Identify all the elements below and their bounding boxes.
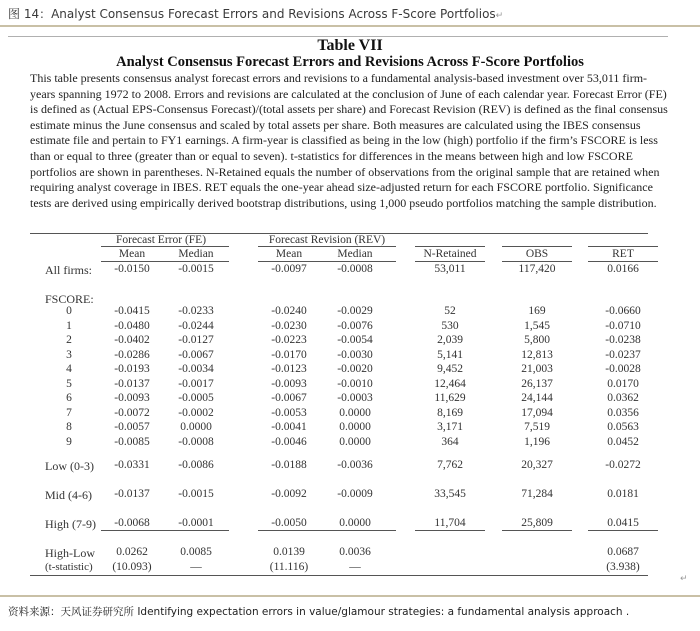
high-rule-ret xyxy=(588,530,658,531)
high-low-cell: 0.0262 xyxy=(116,546,148,558)
fscore-cell: -0.0002 xyxy=(178,406,214,419)
figure-title: 图 14：Analyst Consensus Forecast Errors and Revisions Across F-Score Portfolios↵ xyxy=(8,7,504,21)
fscore-cell: 0.0000 xyxy=(339,406,371,419)
fscore-cell: -0.0029 xyxy=(337,305,373,317)
group-cell: 33,545 xyxy=(434,488,466,500)
column-header: RET xyxy=(612,248,634,260)
fscore-cell: -0.0030 xyxy=(337,348,373,361)
fscore-cell: 0.0000 xyxy=(180,421,212,433)
fscore-cell: -0.0017 xyxy=(178,377,214,390)
all-firms-cell: -0.0150 xyxy=(114,263,150,275)
source-note: 资料来源：天风证券研究所 Identifying expectation errors in value/glamour strategies: a fundamental analysis approach . xyxy=(8,606,630,618)
group-row-label: Low (0-3) xyxy=(45,459,94,473)
fscore-cell: 5,800 xyxy=(524,334,550,346)
group-cell: -0.0050 xyxy=(271,517,307,529)
bottom-divider xyxy=(0,595,700,597)
fscore-cell: 3,171 xyxy=(437,421,463,433)
fscore-cell: -0.0054 xyxy=(337,334,373,346)
fscore-cell: -0.0123 xyxy=(271,363,307,375)
fscore-cell: -0.0067 xyxy=(271,392,307,404)
fscore-cell: 0.0362 xyxy=(607,392,639,404)
fscore-cell: -0.0223 xyxy=(271,334,307,346)
group-cell: -0.0036 xyxy=(337,459,373,471)
fscore-cell: -0.0710 xyxy=(605,319,641,332)
fscore-cell: -0.0072 xyxy=(114,406,150,419)
header-rule-obs xyxy=(502,261,572,262)
fscore-cell: -0.0230 xyxy=(271,319,307,332)
group-header-fe: Forecast Error (FE) xyxy=(115,234,207,246)
group-rule-nret xyxy=(415,246,485,247)
group-cell: 7,762 xyxy=(437,459,463,471)
table-bottom-rule xyxy=(30,575,648,576)
fscore-row-label: 6 xyxy=(66,392,72,404)
fscore-cell: -0.0127 xyxy=(178,334,214,346)
high-low-cell: 0.0085 xyxy=(180,546,212,558)
return-mark-icon: ↵ xyxy=(680,574,688,584)
header-rule-nret xyxy=(415,261,485,262)
table-number: Table VII xyxy=(317,37,383,54)
fscore-cell: -0.0238 xyxy=(605,334,641,346)
table-title: Analyst Consensus Forecast Errors and Revisions Across F-Score Portfolios xyxy=(116,54,584,70)
t-stat-cell: (10.093) xyxy=(112,561,152,573)
fscore-cell: -0.0005 xyxy=(178,392,214,404)
fscore-cell: 0.0452 xyxy=(607,435,639,448)
fscore-cell: -0.0402 xyxy=(114,334,150,346)
fscore-label: FSCORE: xyxy=(45,292,94,306)
group-cell: 0.0415 xyxy=(607,517,639,529)
fscore-cell: -0.0076 xyxy=(337,319,373,332)
all-firms-cell: 0.0166 xyxy=(607,263,639,275)
fscore-cell: -0.0415 xyxy=(114,305,150,317)
group-rule-fe xyxy=(101,246,229,247)
group-cell: -0.0009 xyxy=(337,488,373,500)
fscore-cell: 364 xyxy=(441,435,459,448)
fscore-cell: -0.0020 xyxy=(337,363,373,375)
group-cell: -0.0137 xyxy=(114,488,150,500)
group-cell: -0.0188 xyxy=(271,459,307,471)
fscore-cell: 11,629 xyxy=(434,392,466,404)
fscore-cell: 530 xyxy=(441,319,459,332)
high-low-cell: 0.0687 xyxy=(607,546,639,558)
fscore-cell: -0.0240 xyxy=(271,305,307,317)
return-mark-icon: ↵ xyxy=(495,11,504,21)
fscore-cell: -0.0003 xyxy=(337,392,373,404)
high-rule-fe xyxy=(101,530,229,531)
all-firms-cell: 53,011 xyxy=(434,263,466,275)
fscore-row-label: 3 xyxy=(66,348,72,361)
fscore-cell: 12,464 xyxy=(434,377,466,390)
fscore-cell: -0.0057 xyxy=(114,421,150,433)
group-cell: -0.0092 xyxy=(271,488,307,500)
fscore-cell: 7,519 xyxy=(524,421,550,433)
t-stat-cell: — xyxy=(349,561,361,573)
fscore-cell: 21,003 xyxy=(521,363,553,375)
group-cell: 71,284 xyxy=(521,488,553,500)
fscore-cell: -0.0085 xyxy=(114,435,150,448)
group-cell: 25,809 xyxy=(521,517,553,529)
fscore-cell: -0.0008 xyxy=(178,435,214,448)
group-row-label: Mid (4-6) xyxy=(45,488,92,502)
fscore-cell: 26,137 xyxy=(521,377,553,390)
fscore-cell: -0.0244 xyxy=(178,319,214,332)
group-cell: -0.0015 xyxy=(178,488,214,500)
all-firms-cell: -0.0008 xyxy=(337,263,373,275)
fscore-cell: -0.0137 xyxy=(114,377,150,390)
fscore-cell: -0.0034 xyxy=(178,363,214,375)
header-rule-ret xyxy=(588,261,658,262)
fscore-cell: -0.0067 xyxy=(178,348,214,361)
fscore-cell: -0.0093 xyxy=(114,392,150,404)
fscore-cell: 0.0356 xyxy=(607,406,639,419)
fscore-row-label: 7 xyxy=(66,406,72,419)
column-header: OBS xyxy=(525,248,549,260)
fscore-row-label: 1 xyxy=(66,319,72,332)
fscore-cell: -0.0237 xyxy=(605,348,641,361)
fscore-cell: 24,144 xyxy=(521,392,553,404)
group-row-label: High (7-9) xyxy=(45,517,96,531)
group-cell: -0.0068 xyxy=(114,517,150,529)
fscore-row-label: 4 xyxy=(66,363,72,375)
fscore-cell: 17,094 xyxy=(521,406,553,419)
fscore-cell: -0.0480 xyxy=(114,319,150,332)
fscore-cell: -0.0041 xyxy=(271,421,307,433)
group-cell: -0.0272 xyxy=(605,459,641,471)
group-cell: 0.0000 xyxy=(339,517,371,529)
table-caption: This table presents consensus analyst forecast errors and revisions to a fundamental analysis-based investment over 53,011 firm-years spanning 1972 to 2008. Errors and revisions are calculated at the conclusion of June of each calendar year. Forecast Error (FE) is defined as (Actual EPS-Consensus Forecast)/(total assets per share) and Forecast Revision (REV) is defined as the final consensus estimate minus the June consensus and scaled by total assets per share. Both measures are calculated using the IBES consensus estimate file and pertain to FY1 earnings. A firm-year is classified as being in the low (high) portfolio if the firm’s FSCORE is less than or equal to three (greater than or equal to seven). t-statistics for differences in the means between high and low FSCORE portfolios are shown in parentheses. N-Retained equals the number of observations from the original sample that are retained when requiring analyst coverage in IBES. RET equals the one-year ahead size-adjusted return for each FSCORE portfolio. Significance tests are derived using empirically derived bootstrap distributions, using 1,000 pseudo portfolios matching the sample distribution. xyxy=(30,71,668,210)
group-cell: 20,327 xyxy=(521,459,553,471)
fscore-cell: -0.0170 xyxy=(271,348,307,361)
fscore-row-label: 2 xyxy=(66,334,72,346)
row-label: All firms: xyxy=(45,263,92,277)
fscore-cell: 8,169 xyxy=(437,406,463,419)
high-rule-rev xyxy=(258,530,396,531)
t-stat-cell: — xyxy=(190,561,202,573)
fscore-cell: 52 xyxy=(444,305,456,317)
fscore-cell: 169 xyxy=(528,305,546,317)
fscore-cell: -0.0286 xyxy=(114,348,150,361)
group-cell: -0.0331 xyxy=(114,459,150,471)
column-header: Median xyxy=(337,248,373,260)
high-low-cell: 0.0036 xyxy=(339,546,371,558)
fscore-cell: -0.0660 xyxy=(605,305,641,317)
fscore-row-label: 0 xyxy=(66,305,72,317)
group-cell: 11,704 xyxy=(434,517,466,529)
fscore-cell: 9,452 xyxy=(437,363,463,375)
fscore-cell: -0.0093 xyxy=(271,377,307,390)
fscore-cell: 1,196 xyxy=(524,435,550,448)
group-cell: -0.0001 xyxy=(178,517,214,529)
fscore-cell: 0.0000 xyxy=(339,435,371,448)
top-divider xyxy=(0,25,700,27)
fscore-cell: 2,039 xyxy=(437,334,463,346)
fscore-row-label: 9 xyxy=(66,435,72,448)
column-header: Mean xyxy=(118,248,146,260)
header-rule-fe xyxy=(101,261,229,262)
fscore-cell: 5,141 xyxy=(437,348,463,361)
group-cell: 0.0181 xyxy=(607,488,639,500)
group-rule-ret xyxy=(588,246,658,247)
all-firms-cell: 117,420 xyxy=(518,263,556,275)
fscore-cell: 12,813 xyxy=(521,348,553,361)
high-rule-obs xyxy=(502,530,572,531)
high-low-label: High-Low xyxy=(45,546,95,560)
high-low-cell: 0.0139 xyxy=(273,546,305,558)
header-rule-rev xyxy=(258,261,396,262)
t-stat-label: (t-statistic) xyxy=(45,561,93,573)
fscore-cell: 0.0170 xyxy=(607,377,639,390)
t-stat-cell: (3.938) xyxy=(606,561,640,573)
column-header: Median xyxy=(178,248,214,260)
t-stat-cell: (11.116) xyxy=(269,561,309,573)
all-firms-cell: -0.0097 xyxy=(271,263,307,275)
column-header: Mean xyxy=(275,248,303,260)
high-rule-nret xyxy=(415,530,485,531)
fscore-row-label: 8 xyxy=(66,421,72,433)
column-header: N-Retained xyxy=(423,248,477,260)
group-rule-obs xyxy=(502,246,572,247)
group-cell: -0.0086 xyxy=(178,459,214,471)
group-header-rev: Forecast Revision (REV) xyxy=(268,234,386,246)
fscore-cell: 1,545 xyxy=(524,319,550,332)
fscore-cell: -0.0028 xyxy=(605,363,641,375)
fscore-cell: -0.0010 xyxy=(337,377,373,390)
fscore-cell: -0.0046 xyxy=(271,435,307,448)
group-rule-rev xyxy=(258,246,396,247)
fscore-cell: -0.0233 xyxy=(178,305,214,317)
fscore-cell: -0.0193 xyxy=(114,363,150,375)
fscore-cell: -0.0053 xyxy=(271,406,307,419)
fscore-cell: 0.0000 xyxy=(339,421,371,433)
all-firms-cell: -0.0015 xyxy=(178,263,214,275)
fscore-cell: 0.0563 xyxy=(607,421,639,433)
fscore-row-label: 5 xyxy=(66,377,72,390)
